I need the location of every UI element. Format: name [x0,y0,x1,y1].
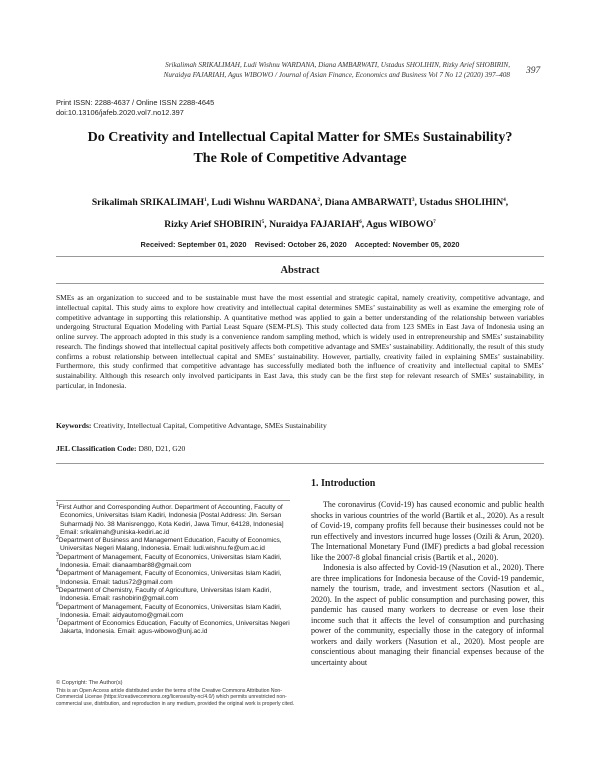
section-heading-introduction: 1. Introduction [311,478,376,489]
keywords-text: Creativity, Intellectual Capital, Competitive Advantage, SMEs Sustainability [93,421,327,430]
keywords [56,421,544,430]
footnote-text: Department of Management, Faculty of Economics, Universitas Islam Kadiri, Indonesia. Email: dianaambar88@gmail.com [58,553,282,570]
author-name: Nuraidya FAJARIAH [269,219,360,230]
footnotes [56,501,290,637]
copyright-line: © Copyright: The Author(s) [56,680,123,686]
paper-title [50,127,550,169]
license-notice [56,680,296,707]
footnote-marker: 4 [56,568,59,575]
paragraph: The coronavirus (Covid-19) has caused economic and public health shocks in various countries of the world (Bartik et al., 2020). As a result of Covid-19, company profits fell because their businesses could not be run effectively and investors incurred huge losses (Ozili & Arun, 2020). The International Monetary Fund (IMF) predicts a bad global recession like the 2007-8 global financial crisis (Bartik et al., 2020). [311,500,544,562]
running-head-line-2: Nuraidya FAJARIAH, Agus WIBOWO / Journal of Asian Finance, Economics and Business Vol 7 No 12 (2020) 397–408 [163,71,510,79]
jel-label: JEL Classification Code: [56,444,137,453]
footnote [56,551,290,571]
affiliation-marker: 3 [411,197,415,203]
footnote-text: Department of Management, Faculty of Economics, Universitas Islam Kadiri, Indonesia. Email: aidyautomo@gmail.com [58,603,282,619]
page-number: 397 [526,66,541,76]
divider [56,463,544,464]
footnote-marker: 2 [56,535,59,541]
abstract-text: SMEs as an organization to succeed and to be sustainable must have the most essential and strategic capital, namely creativity, competitive advantage, and intellectual capital. This study aims to explore how creativity and intellectual capital determines SMEs’ sustainability as well as examine the emerging role of competitive advantage in supporting this relationship. A quantitative method was applied to gain a better understanding of the relationship between variables undergoing Structural Equation Modeling with Partial Least Square (SEM-PLS). This study collected data from 123 SMEs in East Java of Indonesia using an online survey. The approach adopted in this study is a convenience random sampling method, which is widely used in entrepreneurship and SMEs’ sustainability research. The findings showed that intellectual capital positively affects both competitive advantage and SMEs’ sustainability. Additionally, the result of this study confirms a robust relationship between intellectual capital and SMEs’ sustainability. However, partially, creativity failed in explaining SMEs’ sustainability. Furthermore, this study confirmed that competitive advantage has successfully mediated both the influence of creativity and intellectual capital to SMEs’ sustainability. Although this research only involved participants in East Java, this study can be the first step for relevant research of SMEs’ sustainability, in particular, in Indonesia. [56,293,544,390]
introduction-body [311,500,544,668]
author-line-1: Srikalimah SRIKALIMAH$^1$, Ludi Wishnu WARDANA$^2$, Diana AMBARWATI$^3$, Ustadus SHOLIHIN$^4$, [91,197,509,208]
footnote [56,570,290,587]
footnote-text: Department of Economics Education, Faculty of Economics, Universitas Negeri Jakarta, Indonesia. Email: agus-wibowo@unj.ac.id [58,620,290,636]
divider [56,283,544,284]
title-line-2: The Role of Competitive Advantage [193,151,407,166]
keywords-label: Keywords: [56,421,92,430]
footnote [56,501,290,537]
running-head-line-1: Srikalimah SRIKALIMAH, Ludi Wishnu WARDANA, Diana AMBARWATI, Ustadus SHOLIHIN, Rizky Arief SHOBIRIN, [165,61,510,69]
footnote [56,537,290,554]
accepted-date: Accepted: November 05, 2020 [354,240,460,249]
author-name: Agus WIBOWO [366,219,434,230]
affiliation-marker: 4 [503,197,506,203]
abstract-heading: Abstract [280,265,320,276]
footnote-text: Department of Management, Faculty of Economics, Universitas Islam Kadiri, Indonesia. Email: tadus72@gmail.com [58,570,282,586]
submission-dates [60,240,540,249]
revised-date: Revised: October 26, 2020 [254,240,347,249]
title-line-1: Do Creativity and Intellectual Capital Matter for SMEs Sustainability? [87,130,513,145]
affiliation-marker: 2 [317,197,320,203]
author-name: Rizky Arief SHOBIRIN [164,219,262,230]
footnote [56,617,290,637]
author-name: Srikalimah SRIKALIMAH [91,197,205,208]
author-list [60,192,540,236]
author-name: Ludi Wishnu WARDANA [211,197,318,208]
jel-codes: D80, D21, G20 [138,444,186,453]
affiliation-marker: 7 [433,219,436,225]
footnote-marker: 5 [56,584,59,591]
author-name: Diana AMBARWATI [324,197,412,208]
affiliation-marker: 5 [261,219,265,225]
footnote-text: Department of Chemistry, Faculty of Agriculture, Universitas Islam Kadiri, Indonesia. Email: rashobirin@gmail.com [58,586,272,603]
paragraph: Indonesia is also affected by Covid-19 (Nasution et al., 2020). There are three implications for Indonesia because of the Covid-19 pandemic, namely the tourism, trade, and investment sectors (Nasution et al., 2020). In the aspect of public consumption and purchasing power, this pandemic has caused many workers to decrease or even lose their income such that it affects the level of consumption and purchasing power of the community, especially those in the category of informal workers and daily workers (Nasution et al., 2020). Most people are conscientious about managing their financial expenses because of the uncertainty about [311,563,544,667]
issn-block [56,98,214,118]
jel-classification [56,444,544,453]
footnote [56,584,290,604]
issn-line: Print ISSN: 2288-4637 / Online ISSN 2288-4645 [56,98,215,107]
footnote-marker: 7 [56,617,59,624]
footnote-divider [56,500,290,501]
doi-line: doi:10.13106/jafeb.2020.vol7.no12.397 [56,108,184,117]
footnote-marker: 1 [56,501,59,508]
license-text: This is an Open Access article distributed under the terms of the Creative Commons Attribution Non-Commercial License (https://creativecommons.org/licenses/by-nc/4.0/) which permits unrestricted non-commercial use, distribution, and reproduction in any medium, provided the original work is properly cited. [56,687,295,707]
footnote-text: First Author and Corresponding Author. Department of Accounting, Faculty of Economics, Universitas Islam Kadiri, Indonesia [Postal Address: Jln. Sersan Suharmadji No. 38 Manisrenggo, Kota Kediri, Jawa Timur, 64128, Indonesia] Email: srikalimah@uniska-kediri.ac.id [58,504,284,536]
affiliation-marker: 1 [204,197,207,203]
footnote [56,601,290,621]
author-line-2: Rizky Arief SHOBIRIN$^5$, Nuraidya FAJARIAH$^6$, Agus WIBOWO$^7$ [164,219,436,230]
received-date: Received: September 01, 2020 [140,240,247,249]
affiliation-marker: 6 [359,219,362,225]
running-head [70,60,510,80]
author-name: Ustadus SHOLIHIN [419,197,504,208]
footnote-text: Department of Business and Management Education, Faculty of Economics, Universitas Negeri Malang, Indonesia. Email: ludi.wishnu.fe@um.ac.id [58,537,282,553]
divider [56,256,544,257]
footnote-marker: 3 [56,551,59,558]
footnote-marker: 6 [56,601,59,608]
